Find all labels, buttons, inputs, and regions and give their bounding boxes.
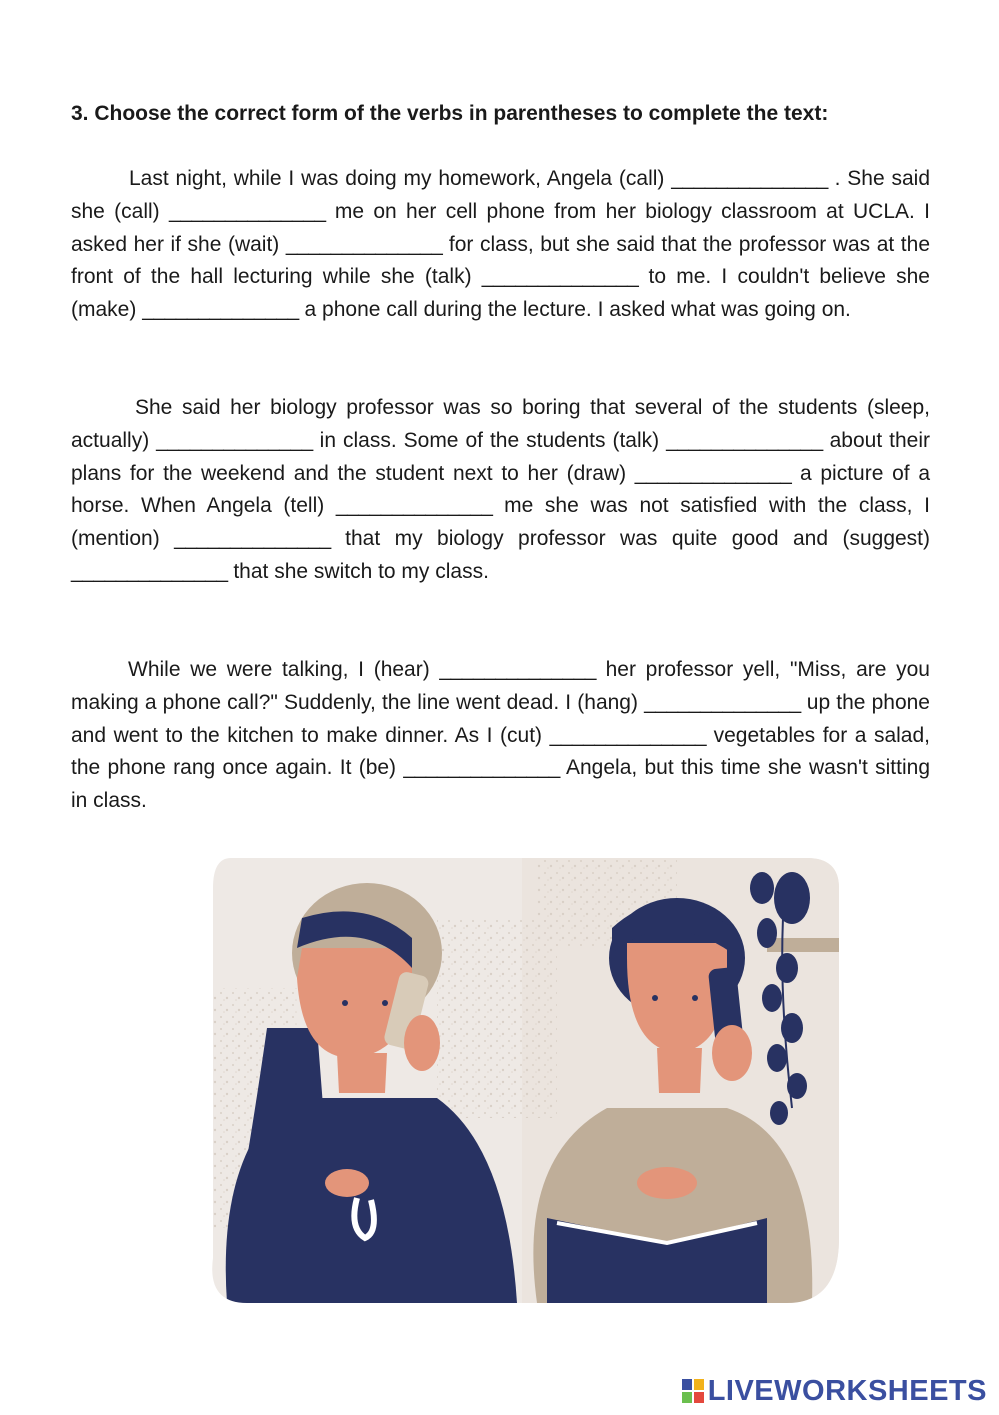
paragraph-text: me on her cell phone from her biology classroom at UCLA. I asked her if she (wait) (71, 199, 931, 256)
paragraph-text: that my biology professor was quite good and (suggest) (330, 527, 931, 551)
liveworksheets-wordmark: LIVEWORKSHEETS (707, 1375, 987, 1407)
answer-blank[interactable]: ______________ (666, 428, 823, 452)
answer-blank[interactable]: ______________ (671, 167, 828, 190)
answer-blank[interactable]: ______________ (285, 232, 443, 256)
paragraph-text: up the phone and went to the kitchen to make dinner. As I (cut) (71, 690, 930, 747)
answer-blank[interactable]: ______________ (403, 756, 560, 780)
paragraph-text: me she was not satisfied with the class, I (mention) (71, 494, 931, 551)
answer-blank[interactable]: ______________ (439, 658, 596, 681)
phone-call-illustration (207, 858, 839, 1303)
answer-blank[interactable]: ______________ (335, 494, 493, 518)
paragraph-text: about their plans for the weekend and the student next to her (draw) (71, 428, 930, 485)
liveworksheets-logo-icon (682, 1379, 704, 1403)
exercise-heading: 3. Choose the correct form of the verbs in parentheses to complete the text: (71, 102, 829, 125)
paragraph-text: While we were talking, I (hear) (128, 658, 440, 681)
paragraph-text: She said her biology professor was so boring that several of the students (sleep, actually) (71, 396, 930, 452)
paragraph-text: for class, but she said that the professor was at the front of the hall lecturing while she (talk) (71, 232, 930, 289)
paragraph-text: that she switch to my class. (227, 559, 489, 583)
paragraph-text: a phone call during the lecture. I asked what was going on. (298, 298, 851, 322)
paragraph-1 (71, 163, 930, 327)
answer-blank[interactable]: ______________ (634, 461, 792, 485)
paragraph-text: Angela, but this time she wasn't sitting in class. (71, 756, 930, 813)
answer-blank[interactable]: ______________ (156, 428, 313, 452)
answer-blank[interactable]: ______________ (549, 723, 707, 747)
paragraph-text: in class. Some of the students (talk) (312, 428, 667, 452)
paragraph-2 (71, 392, 930, 589)
paragraph-text: vegetables for a salad, the phone rang once again. It (be) (71, 723, 930, 780)
paragraph-text: to me. I couldn't believe she (make) (71, 265, 930, 322)
answer-blank[interactable]: ______________ (142, 298, 299, 322)
answer-blank[interactable]: ______________ (71, 559, 228, 583)
answer-blank[interactable]: ______________ (174, 527, 331, 551)
answer-blank[interactable]: ______________ (481, 265, 639, 289)
answer-blank[interactable]: ______________ (644, 690, 801, 714)
liveworksheets-brand[interactable] (682, 1375, 987, 1407)
paragraph-text: Last night, while I was doing my homework, Angela (call) (129, 167, 672, 190)
paragraph-3 (71, 654, 930, 818)
paragraph-text: . She said she (call) (71, 167, 930, 223)
answer-blank[interactable]: ______________ (169, 199, 326, 223)
paragraph-text: a picture of a horse. When Angela (tell) (71, 461, 930, 518)
paragraph-text: her professor yell, "Miss, are you making a phone call?" Suddenly, the line went dead. I (hang) (71, 658, 930, 714)
